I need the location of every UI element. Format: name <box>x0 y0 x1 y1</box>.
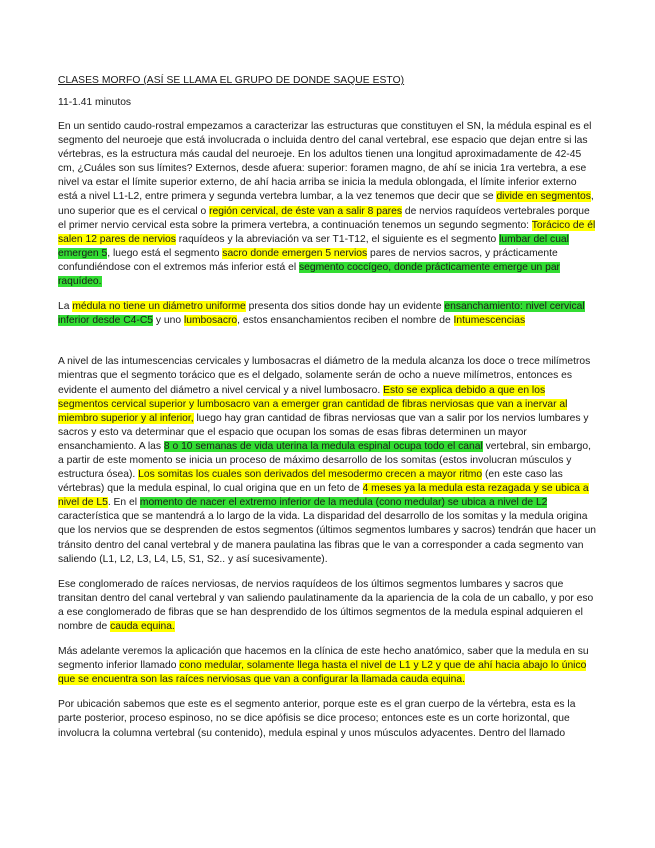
text-run: presenta dos sitios donde hay un evidente <box>245 301 445 313</box>
text-run: (en este caso las vértebras) que la medula espinal, lo cual origina que en un feto de <box>58 469 563 495</box>
text-run: característica que se mantendrá a lo largo de la vida. La disparidad del desarrollo de los somitas y la medula origina que los nervios que se desprenden de estos segmentos (últimos segmentos lumbares y sacros) tendrán que hacer un tránsito dentro del canal vertebral y de manera paulatina las fibras que le van a corresponder a cada segmento van saliendo (L1, L2, L3, L4, L5, S1, S2.. y así sucesivamente). <box>58 511 597 565</box>
highlighted-text: Los somitas los cuales son derivados del mesodermo crecen a mayor ritmo <box>138 469 483 481</box>
highlighted-text: momento de nacer el extremo inferior de la medula (cono medular) se ubica a nivel de L2 <box>139 497 548 509</box>
highlighted-text: cono medular, solamente llega hasta el nivel de L1 y L2 y que de ahí hacia abajo lo único que se encuentra son las raíces nerviosas que van a configurar la llamada cauda equina. <box>58 660 587 686</box>
text-run: , luego está el segmento <box>107 247 223 259</box>
text-run: y uno <box>153 315 184 327</box>
highlighted-text: Intumescencias <box>453 315 526 327</box>
highlighted-text: ensanchamiento: nivel cervical inferior desde C4-C5 <box>58 301 585 327</box>
text-run: Ese conglomerado de raíces nerviosas, de nervios raquídeos de los últimos segmentos lumbares y sacros que transitan dentro del canal vertebral y van saliendo paulatinamente da la apariencia de la cola de un caballo, y por eso a ese conglomerado de fibras que se han desprendido de los últimos segmentos de la medula espinal adquieren el nombre de <box>58 578 594 632</box>
text-run: La <box>58 301 73 313</box>
highlighted-text: lumbosacro <box>183 315 238 327</box>
highlighted-text: región cervical, de éste van a salir 8 pares <box>209 205 402 217</box>
text-run: raquídeos y la abreviación va ser T1-T12, el siguiente es el segmento <box>175 233 500 245</box>
highlighted-text: 4 meses ya la medula esta rezagada y se ubica a nivel de L5 <box>58 483 589 509</box>
paragraph <box>58 355 598 566</box>
highlighted-text: sacro donde emergen 5 nervios <box>222 247 368 259</box>
highlighted-text: cauda equina. <box>110 621 175 632</box>
text-run: . En el <box>107 497 140 509</box>
paragraph <box>58 578 598 634</box>
highlighted-text: divide en segmentos <box>496 191 591 203</box>
text-run: vertebral, sin embargo, a partir de este momento se inicia un proceso de máximo desarrollo de los somitas (estos involucran músculos y estructura ósea). <box>58 440 591 481</box>
text-run: , uno superior que es el cervical o <box>58 191 594 217</box>
text-run: , estos ensanchamientos reciben el nombre de <box>237 315 454 327</box>
text-run: de nervios raquídeos vertebrales porque el primer nervio cervical esta sobre la primera vertebra, a continuación tenemos un segundo segmento: <box>58 205 590 231</box>
highlighted-text: médula no tiene un diámetro uniforme <box>72 301 246 313</box>
document-title: CLASES MORFO (ASÍ SE LLAMA EL GRUPO DE DONDE SAQUE ESTO) <box>58 75 405 86</box>
text-run: pares de nervios sacros, y prácticamente confundiéndose con el extremos más inferior está el <box>58 247 558 273</box>
highlighted-text: Esto se explica debido a que en los segmentos cervical superior y lumbosacro van a emerger gran cantidad de fibras nerviosas que van a inervar al miembro superior y al inferior, <box>58 384 568 424</box>
paragraph <box>58 698 598 740</box>
highlighted-text: segmento coccígeo, donde prácticamente emerge un par raquídeo. <box>58 261 560 288</box>
highlighted-text: lumbar del cual emergen 5 <box>58 233 569 259</box>
text-run: luego hay gran cantidad de fibras nerviosas que van a salir por los nervios lumbares y sacros y esto va determinar que el espacio que ocupan los somas de esas fibras determinen un mayor ensanchamiento. A las <box>58 412 589 452</box>
text-run: Por ubicación sabemos que este es el segmento anterior, porque este es el gran cuerpo de la vértebra, esta es la parte posterior, proceso espinoso, no se dice apófisis se dice proceso; entonces este es un corte horizontal, que involucra la columna vertebral (su contenido), medula espinal y unos músculos adyacentes. Dentro del llamado <box>58 699 576 739</box>
text-run: En un sentido caudo-rostral empezamos a caracterizar las estructuras que constituyen el SN, la médula espinal es el segmento del neuroeje que está involucrada o incluida dentro del canal vertebral, ese espacio que dejan entre si las vértebras, es la estructura más caudal del neuroeje. En los adultos tienen una longitud aproximadamente de 42-45 cm, ¿Cuáles son sus límites? Externos, desde afuera: superior: foramen magno, de ahí se inicia 1ra vertebra, a ese nivel va estar el límite superior externo, de ahí hacia arriba se inicia la medula oblongada, el límite inferior externo está a nivel L1-L2, entre primera y segunda vertebra lumbar, a la vez tenemos que decir que se <box>58 121 592 203</box>
paragraph <box>58 300 598 328</box>
timestamp: 11-1.41 minutos <box>58 97 132 108</box>
document-page <box>58 74 598 741</box>
highlighted-text: Torácico de él salen 12 pares de nervios <box>58 219 596 245</box>
paragraph <box>58 120 598 289</box>
text-run: A nivel de las intumescencias cervicales y lumbosacras el diámetro de la medula alcanza los doce o trece milímetros mientras que el segmento torácico que es el delgado, solamente serán de ocho a nueve milímetros, entonces es evidente el aumento del diámetro a nivel cervical y a nivel lumbosacro. <box>58 356 591 396</box>
text-run: Más adelante veremos la aplicación que hacemos en la clínica de este hecho anatómico, saber que la medula en su segmento inferior llamado <box>58 646 589 672</box>
highlighted-text: 8 o 10 semanas de vida uterina la medula espinal ocupa todo el canal <box>163 440 483 452</box>
paragraph <box>58 645 598 687</box>
